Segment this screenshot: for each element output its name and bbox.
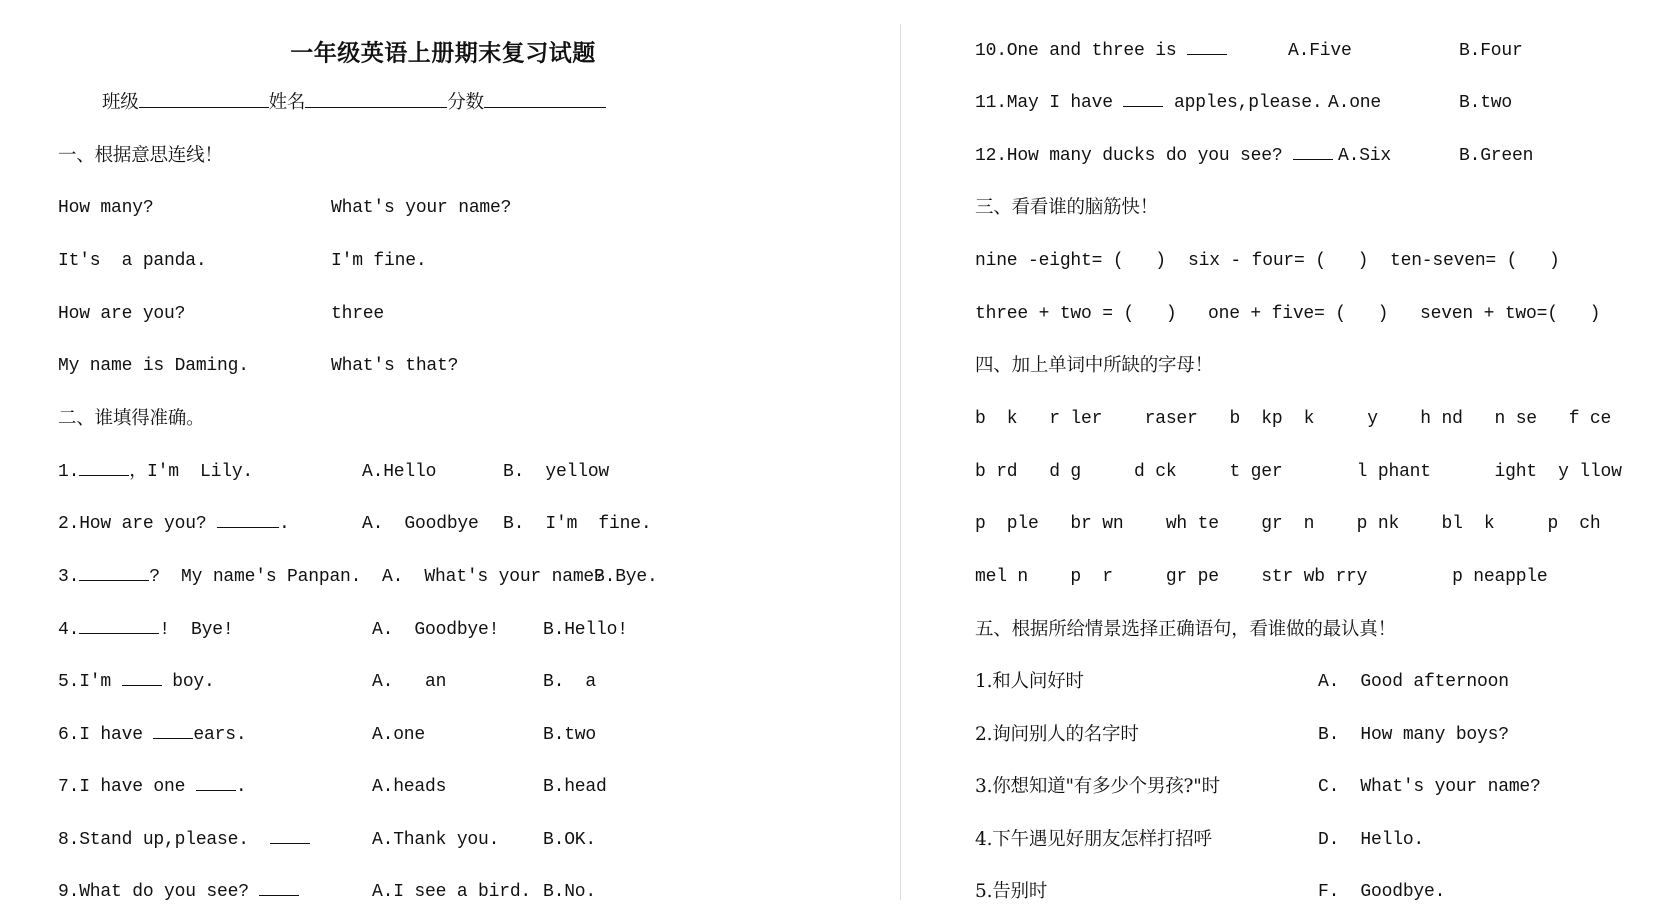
answer-d: D. Hello. (1318, 830, 1425, 850)
class-label: 班级 (102, 92, 139, 113)
question-9: 9.What do you see? (58, 881, 299, 903)
q1-option-b: B. yellow (503, 462, 610, 482)
section1-heading: 一、根据意思连线！ (58, 145, 223, 166)
q3-option-a: A. What's your name? (382, 567, 605, 587)
math-2-2: one + five= ( ) (1208, 304, 1389, 324)
section4-heading: 四、加上单词中所缺的字母！ (975, 355, 1213, 376)
q4-option-b: B.Hello! (543, 620, 628, 640)
situation-4: 4.下午遇见好朋友怎样打招呼 (975, 829, 1212, 850)
match-right-2: I'm fine. (331, 251, 427, 271)
q8-option-b: B.OK. (543, 830, 597, 850)
question-1: 1. ，I'm Lily. (58, 462, 254, 482)
answer-blank[interactable] (79, 632, 159, 634)
answer-b: B. How many boys? (1318, 725, 1509, 745)
column-divider (900, 24, 901, 900)
missing-letters-row-2: b rd d g d ck t ger l phant ight y llow (975, 462, 1622, 482)
missing-letters-row-4: mel n p r gr pe str wb rry p neapple (975, 567, 1548, 587)
q9-option-b: B.No. (543, 882, 597, 902)
question-12: 12.How many ducks do you see? (975, 145, 1333, 167)
name-blank[interactable] (305, 106, 447, 108)
q5-option-b: B. a (543, 672, 597, 692)
situation-5: 5.告别时 (975, 881, 1048, 902)
answer-blank[interactable] (79, 474, 129, 476)
q10-option-a: A.Five (1288, 41, 1352, 61)
score-label: 分数 (447, 92, 484, 113)
math-1-3: ten-seven= ( ) (1390, 251, 1560, 271)
situation-2: 2.询问别人的名字时 (975, 724, 1139, 745)
answer-blank[interactable] (122, 684, 162, 686)
answer-blank[interactable] (196, 789, 236, 791)
question-6: 6.I have ears. (58, 725, 247, 745)
name-label: 姓名 (268, 92, 306, 113)
q2-option-a: A. Goodbye (362, 514, 479, 534)
section2-heading: 二、谁填得准确。 (58, 408, 205, 429)
q4-option-a: A. Goodbye! (372, 620, 500, 640)
math-1-1: nine -eight= ( ) (975, 251, 1166, 271)
q10-option-b: B.Four (1459, 41, 1523, 61)
q12-option-b: B.Green (1459, 146, 1534, 166)
question-7: 7.I have one . (58, 777, 247, 797)
answer-blank[interactable] (217, 526, 279, 528)
situation-3: 3.你想知道"有多少个男孩?"时 (975, 776, 1220, 797)
question-5: 5.I'm boy. (58, 672, 215, 692)
answer-blank[interactable] (153, 737, 193, 739)
q2-option-b: B. I'm fine. (503, 514, 652, 534)
match-right-4: What's that? (331, 356, 459, 376)
missing-letters-row-1: b k r ler raser b kp k y h nd n se f ce (975, 409, 1612, 429)
question-3: 3. ? My name's Panpan. (58, 567, 362, 587)
question-2: 2.How are you? . (58, 514, 290, 534)
answer-blank[interactable] (1187, 53, 1227, 55)
match-right-3: three (331, 304, 385, 324)
match-left-3: How are you? (58, 304, 186, 324)
math-2-1: three + two = ( ) (975, 304, 1177, 324)
answer-f: F. Goodbye. (1318, 882, 1446, 902)
answer-blank[interactable] (270, 842, 310, 844)
question-10: 10.One and three is (975, 40, 1227, 62)
question-4: 4. ! Bye! (58, 620, 234, 640)
math-2-3: seven + two=( ) (1420, 304, 1601, 324)
q9-option-a: A.I see a bird. (372, 882, 532, 902)
match-left-1: How many? (58, 198, 154, 218)
q12-option-a: A.Six (1338, 146, 1392, 166)
q11-option-a: A.one (1328, 93, 1382, 113)
class-blank[interactable] (139, 106, 269, 108)
answer-blank[interactable] (1123, 105, 1163, 107)
q5-option-a: A. an (372, 672, 447, 692)
answer-blank[interactable] (259, 894, 299, 896)
match-left-4: My name is Daming. (58, 356, 249, 376)
q11-option-b: B.two (1459, 93, 1513, 113)
answer-blank[interactable] (1293, 158, 1333, 160)
q7-option-b: B.head (543, 777, 607, 797)
section5-heading: 五、根据所给情景选择正确语句，看谁做的最认真！ (975, 619, 1396, 640)
q7-option-a: A.heads (372, 777, 447, 797)
match-right-1: What's your name? (331, 198, 512, 218)
missing-letters-row-3: p ple br wn wh te gr n p nk bl k p ch (975, 514, 1601, 534)
score-blank[interactable] (484, 106, 606, 108)
answer-blank[interactable] (79, 579, 149, 581)
question-11: 11.May I have apples,please. (975, 93, 1323, 113)
q6-option-b: B.two (543, 725, 597, 745)
info-line (102, 92, 606, 114)
q3-option-b: B.Bye. (594, 567, 658, 587)
q8-option-a: A.Thank you. (372, 830, 500, 850)
answer-c: C. What's your name? (1318, 777, 1541, 797)
q6-option-a: A.one (372, 725, 426, 745)
section3-heading: 三、看看谁的脑筋快！ (975, 197, 1159, 218)
answer-a: A. Good afternoon (1318, 672, 1509, 692)
math-1-2: six - four= ( ) (1188, 251, 1369, 271)
q1-option-a: A.Hello (362, 462, 437, 482)
match-left-2: It's a panda. (58, 251, 207, 271)
question-8: 8.Stand up,please. (58, 829, 310, 851)
page-title: 一年级英语上册期末复习试题 (290, 39, 596, 67)
situation-1: 1.和人问好时 (975, 671, 1084, 692)
